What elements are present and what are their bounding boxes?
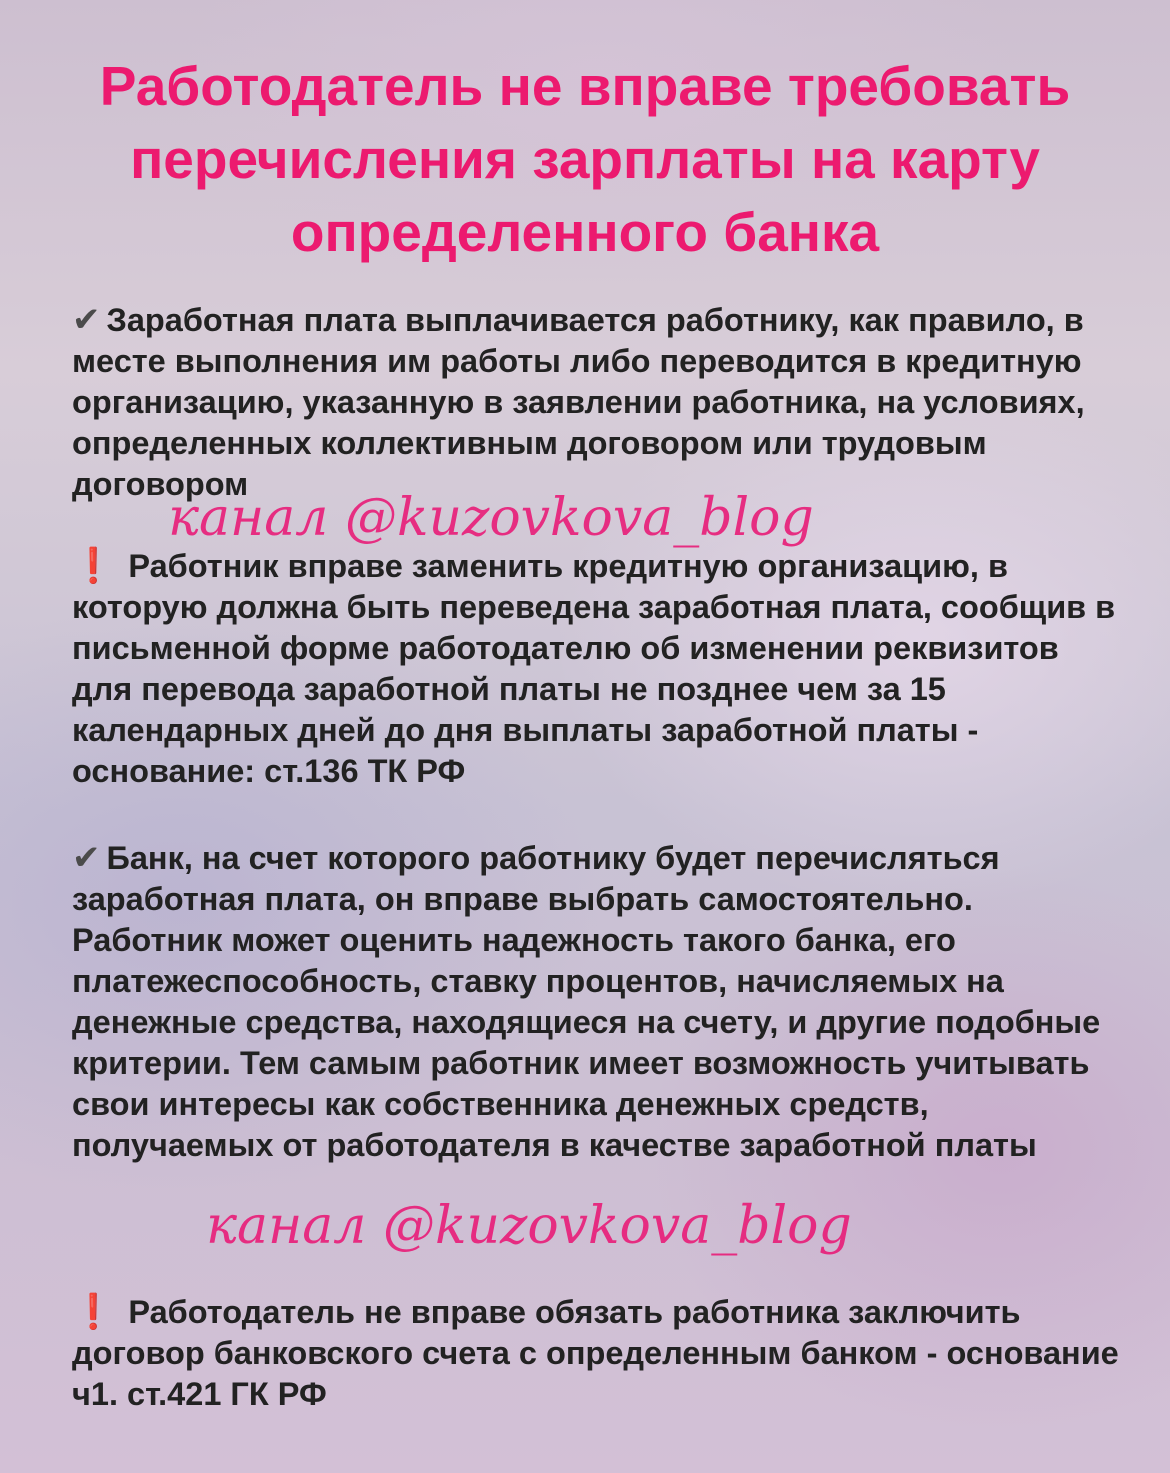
paragraph-text: Работодатель не вправе обязать работника заключить договор банковского счета с определенным банком - основание ч1. ст.421 ГК РФ xyxy=(72,1294,1119,1412)
paragraph-text: Работник вправе заменить кредитную организацию, в которую должна быть переведена заработная плата, сообщив в письменной форме работодателю об изменении реквизитов для перевода заработной платы не позднее чем за 15 календарных дней до дня выплаты заработной платы - основание: ст.136 ТК РФ xyxy=(72,548,1116,789)
exclamation-icon: ❗ xyxy=(72,1293,115,1331)
paragraph-text: Заработная плата выплачивается работнику, как правило, в месте выполнения им работы либо переводится в кредитную организацию, указанную в заявлении работника, на условиях, определенных коллективным договором или трудовым договором xyxy=(72,302,1085,502)
paragraph-text: Банк, на счет которого работнику будет перечисляться заработная плата, он вправе выбрать самостоятельно. Работник может оценить надежность такого банка, его платежеспособность, ставку процентов, начисляемых на денежные средства, находящиеся на счету, и другие подобные критерии. Тем самым работник имеет возможность учитывать свои интересы как собственника денежных средств, получаемых от работодателя в качестве заработной платы xyxy=(72,840,1101,1163)
check-mark-icon: ✔ xyxy=(72,301,101,339)
check-mark-icon: ✔ xyxy=(72,839,101,877)
paragraph-change-bank xyxy=(72,546,1122,792)
paragraph-choose-bank xyxy=(72,838,1122,1166)
page-title: Работодатель не вправе требовать перечисления зарплаты на карту определенного банка xyxy=(99,55,1071,263)
watermark-channel: канал @kuzovkova_blog xyxy=(206,1196,852,1256)
paragraph-salary-payment xyxy=(72,300,1122,505)
exclamation-icon: ❗ xyxy=(72,547,115,585)
watermark-channel: канал @kuzovkova_blog xyxy=(168,488,814,548)
paragraph-employer-cannot-oblige xyxy=(72,1292,1122,1415)
